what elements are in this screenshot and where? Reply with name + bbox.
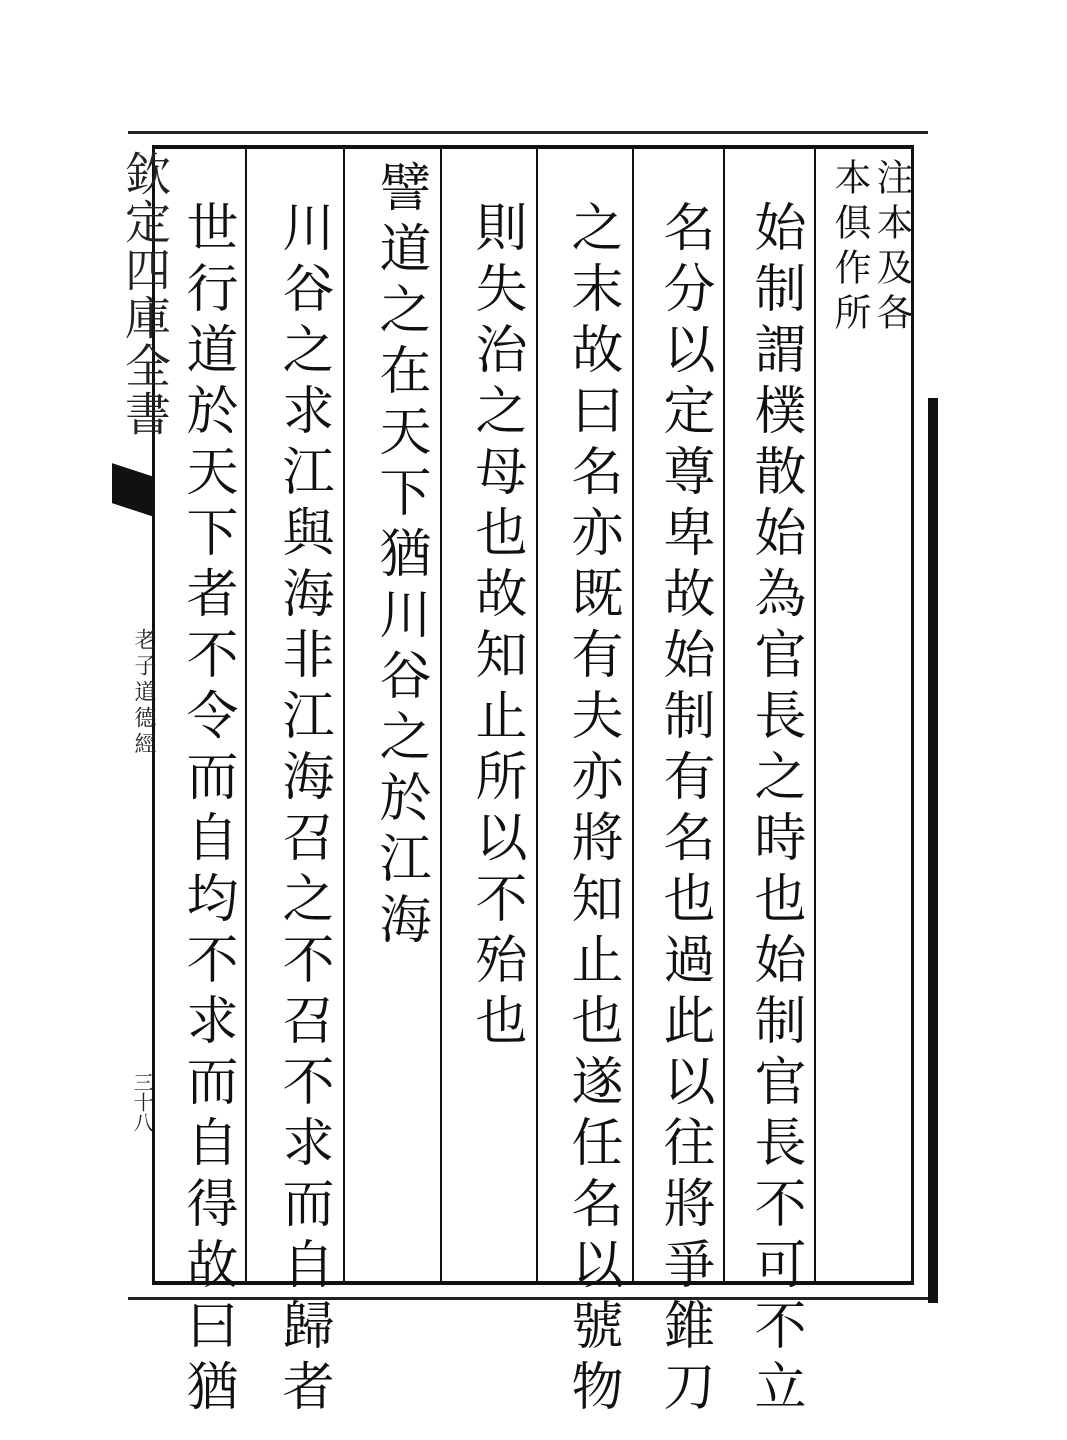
text-column: 譬道之在天下猶川谷之於江海: [370, 160, 430, 953]
column-divider: [536, 149, 538, 1281]
text-column: 則失治之母也故知止所以不殆也: [466, 200, 526, 1054]
text-column: 始制謂樸散始為官長之時也始制官長不可不立: [745, 200, 805, 1420]
column-divider: [343, 149, 345, 1281]
fore-edge-fishtail: [112, 463, 154, 517]
column-divider: [632, 149, 634, 1281]
text-column: 世行道於天下者不令而自均不求而自得故曰猶: [177, 200, 237, 1420]
binding-edge: [928, 398, 938, 1303]
top-rule: [128, 131, 928, 134]
fore-edge-title: 欽定四庫全書: [118, 150, 172, 438]
annotation-column: 注本及各: [870, 158, 913, 338]
bottom-rule: [128, 1297, 938, 1300]
text-column: 名分以定尊卑故始制有名也過此以往將爭錐刀: [654, 200, 714, 1420]
column-divider: [814, 149, 816, 1281]
annotation-column: 本俱作所: [828, 158, 871, 338]
text-column: 川谷之求江與海非江海召之不召不求而自歸者: [273, 200, 333, 1420]
column-divider: [245, 149, 247, 1281]
column-divider: [723, 149, 725, 1281]
text-column: 之末故曰名亦既有夫亦將知止也遂任名以號物: [562, 200, 622, 1420]
column-divider: [440, 149, 442, 1281]
fore-edge-page-number: 三十八: [130, 1072, 154, 1132]
fore-edge-book-title: 老子道德經: [131, 628, 156, 758]
